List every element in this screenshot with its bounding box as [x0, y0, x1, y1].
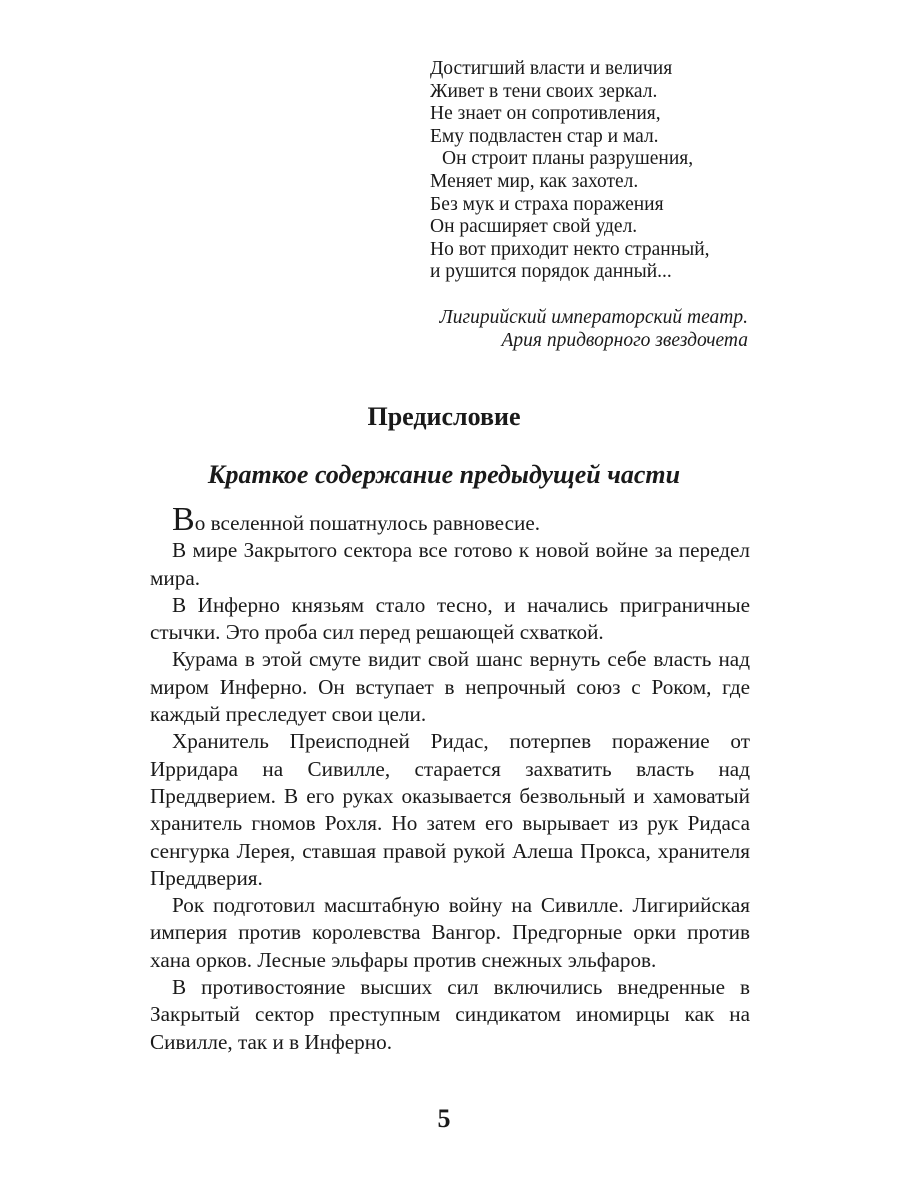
- paragraph-text: о вселенной пошатнулось равновесие.: [194, 511, 541, 535]
- paragraph: [150, 501, 750, 538]
- body-text: [150, 501, 750, 1056]
- epigraph-line: Но вот приходит некто странный,: [430, 238, 710, 260]
- epigraph-line: Ему подвластен стар и мал.: [430, 125, 659, 147]
- epigraph-line: Не знает он сопротивления,: [430, 103, 661, 125]
- epigraph: [430, 58, 810, 284]
- paragraph: Рок подготовил масштабную войну на Сивилле. Лигирийская империя против королевства Вангор. Предгорные орки против хана орков. Лесные эльфары против снежных эльфаров.: [150, 893, 750, 972]
- epigraph-line: Он расширяет свой удел.: [430, 216, 638, 238]
- page-number: 5: [437, 1104, 451, 1133]
- epigraph-line: Без мук и страха поражения: [430, 193, 664, 215]
- attribution-line: Лигирийский императорский театр.: [439, 307, 748, 328]
- paragraph: В Инферно князьям стало тесно, и начались приграничные стычки. Это проба сил перед решающей схваткой.: [150, 592, 750, 645]
- dropcap-letter: В: [172, 501, 195, 538]
- epigraph-attribution: [300, 306, 748, 352]
- epigraph-line: и рушится порядок данный...: [430, 261, 672, 283]
- paragraph: Курама в этой смуте видит свой шанс вернуть себе власть над миром Инферно. Он вступает в непрочный союз с Роком, где каждый преследует свои цели.: [150, 647, 750, 727]
- epigraph-line: Живет в тени своих зеркал.: [430, 80, 658, 102]
- chapter-heading: Предисловие: [367, 402, 521, 431]
- epigraph-line: Он строит планы разрушения,: [442, 148, 694, 170]
- paragraph: В мире Закрытого сектора все готово к новой войне за передел мира.: [150, 538, 750, 590]
- paragraph: Хранитель Преисподней Ридас, потерпев поражение от Ирридара на Сивилле, старается захватить власть над Преддверием. В его руках оказывается безвольный и хамоватый хранитель гномов Рохля. Но затем его вырывает из рук Ридаса сенгурка Лерея, ставшая правой рукой Алеша Прокса, хранителя Преддверия.: [150, 729, 750, 890]
- chapter-subheading: Краткое содержание предыдущей части: [207, 460, 681, 489]
- paragraph: В противостояние высших сил включились внедренные в Закрытый сектор преступным синдикатом иномирцы как на Сивилле, так и в Инферно.: [150, 975, 750, 1054]
- attribution-line: Ария придворного звездочета: [501, 330, 748, 351]
- epigraph-line: Меняет мир, как захотел.: [430, 170, 639, 192]
- epigraph-line: Достигший власти и величия: [430, 58, 673, 79]
